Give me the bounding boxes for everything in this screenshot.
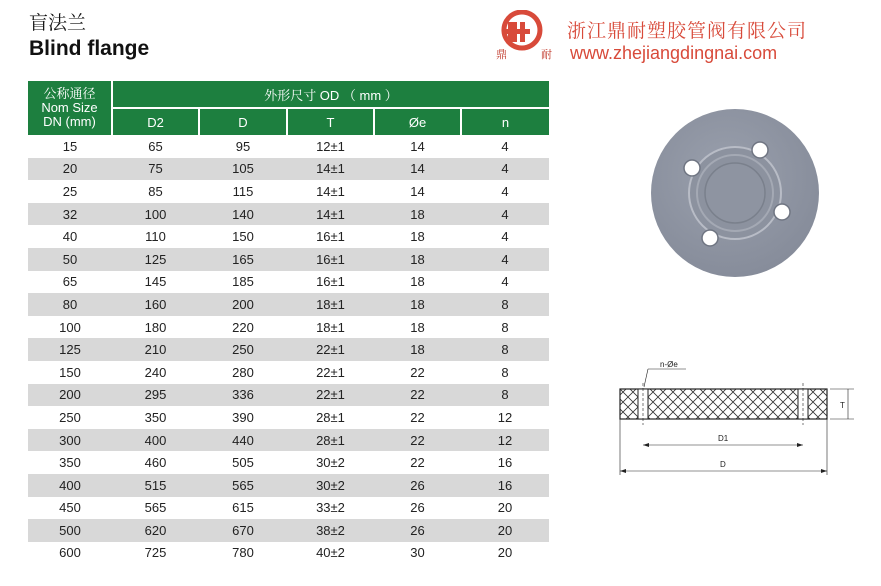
column-header: Øe	[374, 108, 461, 135]
dimension-cell: 22	[374, 406, 461, 429]
nominal-size-cell: 250	[28, 406, 112, 429]
logo-text-right: 耐	[541, 48, 552, 61]
column-header: n	[461, 108, 549, 135]
dimension-cell: 16	[461, 474, 549, 497]
dimension-cell: 75	[112, 158, 199, 181]
dimension-cell: 8	[461, 293, 549, 316]
dimension-cell: 26	[374, 474, 461, 497]
company-website: www.zhejiangdingnai.com	[570, 43, 778, 63]
column-header: T	[287, 108, 374, 135]
table-row	[28, 519, 549, 542]
table-row	[28, 158, 549, 181]
dimension-cell: 390	[199, 406, 287, 429]
table-row	[28, 203, 549, 226]
dimension-cell: 30	[374, 542, 461, 565]
dimension-cell: 4	[461, 203, 549, 226]
dimension-cell: 20	[461, 542, 549, 565]
dimension-cell: 20	[461, 519, 549, 542]
dimension-cell: 14±1	[287, 180, 374, 203]
dimension-cell: 8	[461, 316, 549, 339]
logo-text-left: 鼎	[496, 48, 507, 61]
table-row	[28, 429, 549, 452]
dimension-cell: 336	[199, 384, 287, 407]
dimension-cell: 18	[374, 338, 461, 361]
nominal-size-cell: 32	[28, 203, 112, 226]
dimension-cell: 12	[461, 429, 549, 452]
dimension-cell: 22	[374, 361, 461, 384]
dimension-cell: 115	[199, 180, 287, 203]
dimension-cell: 4	[461, 158, 549, 181]
dimension-cell: 18	[374, 316, 461, 339]
table-row	[28, 248, 549, 271]
dimension-cell: 670	[199, 519, 287, 542]
dimension-cell: 350	[112, 406, 199, 429]
dimension-cell: 28±1	[287, 429, 374, 452]
table-row	[28, 271, 549, 294]
nominal-size-cell: 600	[28, 542, 112, 565]
label-holes: n-Øe	[660, 360, 678, 369]
dimension-cell: 22±1	[287, 384, 374, 407]
table-row	[28, 542, 549, 565]
dimension-cell: 28±1	[287, 406, 374, 429]
label-thickness: T	[840, 401, 845, 410]
page-title-en: Blind flange	[29, 37, 150, 60]
dimension-cell: 14±1	[287, 158, 374, 181]
dimension-cell: 400	[112, 429, 199, 452]
table-row	[28, 384, 549, 407]
dimension-cell: 65	[112, 135, 199, 158]
logo-caption	[496, 46, 552, 62]
dimension-cell: 18	[374, 293, 461, 316]
column-header: D2	[112, 108, 199, 135]
dimension-cell: 18±1	[287, 316, 374, 339]
dimension-cell: 30±2	[287, 451, 374, 474]
dimension-cell: 26	[374, 497, 461, 520]
table-row	[28, 293, 549, 316]
dimension-cell: 95	[199, 135, 287, 158]
dimension-cell: 4	[461, 135, 549, 158]
table-row	[28, 451, 549, 474]
dimension-cell: 150	[199, 225, 287, 248]
dimension-cell: 140	[199, 203, 287, 226]
nominal-size-cell: 300	[28, 429, 112, 452]
dimension-cell: 4	[461, 248, 549, 271]
dimension-cell: 14	[374, 158, 461, 181]
dimension-cell: 620	[112, 519, 199, 542]
dimension-cell: 185	[199, 271, 287, 294]
dimension-cell: 180	[112, 316, 199, 339]
nominal-size-cell: 65	[28, 271, 112, 294]
dimension-cell: 125	[112, 248, 199, 271]
nominal-size-cell: 400	[28, 474, 112, 497]
dimension-cell: 505	[199, 451, 287, 474]
dimension-cell: 18	[374, 203, 461, 226]
dimension-cell: 22	[374, 451, 461, 474]
nominal-size-cell: 80	[28, 293, 112, 316]
table-row	[28, 338, 549, 361]
nominal-header-unit: DN (mm)	[43, 114, 96, 129]
dimension-cell: 22	[374, 429, 461, 452]
od-group-header: 外形尺寸 OD （ mm ）	[112, 81, 549, 108]
dimension-cell: 18	[374, 271, 461, 294]
nominal-size-cell: 150	[28, 361, 112, 384]
nominal-size-cell: 25	[28, 180, 112, 203]
nominal-size-cell: 500	[28, 519, 112, 542]
table-row	[28, 225, 549, 248]
table-row	[28, 474, 549, 497]
nominal-header-en: Nom Size	[41, 100, 98, 115]
blind-flange-photo	[650, 108, 820, 278]
dimension-cell: 295	[112, 384, 199, 407]
dimension-cell: 26	[374, 519, 461, 542]
table-row	[28, 406, 549, 429]
dimension-cell: 20	[461, 497, 549, 520]
dimension-cell: 200	[199, 293, 287, 316]
dimension-cell: 22±1	[287, 361, 374, 384]
nominal-size-cell: 125	[28, 338, 112, 361]
dimension-cell: 16±1	[287, 271, 374, 294]
label-d: D	[720, 460, 726, 469]
dimension-cell: 460	[112, 451, 199, 474]
dimension-cell: 280	[199, 361, 287, 384]
dimension-cell: 18	[374, 248, 461, 271]
blind-flange-spec-table	[28, 81, 549, 564]
dimension-cell: 725	[112, 542, 199, 565]
dimension-cell: 38±2	[287, 519, 374, 542]
dimension-cell: 12±1	[287, 135, 374, 158]
dimension-cell: 18	[374, 225, 461, 248]
table-row	[28, 361, 549, 384]
nominal-header-cn: 公称通径	[43, 86, 96, 101]
dimension-cell: 110	[112, 225, 199, 248]
dimension-cell: 8	[461, 361, 549, 384]
dimension-cell: 16	[461, 451, 549, 474]
nominal-size-cell: 450	[28, 497, 112, 520]
dimension-cell: 16±1	[287, 248, 374, 271]
dimension-cell: 160	[112, 293, 199, 316]
dimension-cell: 4	[461, 180, 549, 203]
dimension-cell: 30±2	[287, 474, 374, 497]
dimension-cell: 14	[374, 135, 461, 158]
nominal-size-cell: 200	[28, 384, 112, 407]
dimension-cell: 565	[199, 474, 287, 497]
dimension-cell: 240	[112, 361, 199, 384]
table-row	[28, 135, 549, 158]
dimension-cell: 4	[461, 225, 549, 248]
dimension-cell: 33±2	[287, 497, 374, 520]
dimension-cell: 515	[112, 474, 199, 497]
nominal-size-cell: 15	[28, 135, 112, 158]
dimension-cell: 8	[461, 338, 549, 361]
dimension-cell: 85	[112, 180, 199, 203]
dimension-cell: 12	[461, 406, 549, 429]
dimension-cell: 16±1	[287, 225, 374, 248]
flange-section-drawing	[608, 357, 870, 482]
column-header: D	[199, 108, 287, 135]
nominal-size-cell: 350	[28, 451, 112, 474]
dimension-cell: 22±1	[287, 338, 374, 361]
label-d1: D1	[718, 434, 729, 443]
dimension-cell: 210	[112, 338, 199, 361]
table-row	[28, 180, 549, 203]
dimension-cell: 105	[199, 158, 287, 181]
nominal-size-cell: 40	[28, 225, 112, 248]
dimension-cell: 40±2	[287, 542, 374, 565]
dimension-cell: 100	[112, 203, 199, 226]
nominal-size-cell: 50	[28, 248, 112, 271]
nominal-size-cell: 100	[28, 316, 112, 339]
nominal-size-cell: 20	[28, 158, 112, 181]
dimension-cell: 14±1	[287, 203, 374, 226]
dimension-cell: 565	[112, 497, 199, 520]
dimension-cell: 615	[199, 497, 287, 520]
dimension-cell: 440	[199, 429, 287, 452]
dimension-cell: 22	[374, 384, 461, 407]
table-row	[28, 316, 549, 339]
dimension-cell: 220	[199, 316, 287, 339]
dimension-cell: 780	[199, 542, 287, 565]
dimension-cell: 8	[461, 384, 549, 407]
dimension-cell: 165	[199, 248, 287, 271]
dimension-cell: 145	[112, 271, 199, 294]
dimension-cell: 250	[199, 338, 287, 361]
dimension-cell: 4	[461, 271, 549, 294]
company-name: 浙江鼎耐塑胶管阀有限公司	[567, 20, 808, 42]
nominal-size-header	[28, 81, 112, 135]
page-title-cn: 盲法兰	[29, 12, 87, 34]
table-row	[28, 497, 549, 520]
dimension-cell: 18±1	[287, 293, 374, 316]
dimension-cell: 14	[374, 180, 461, 203]
